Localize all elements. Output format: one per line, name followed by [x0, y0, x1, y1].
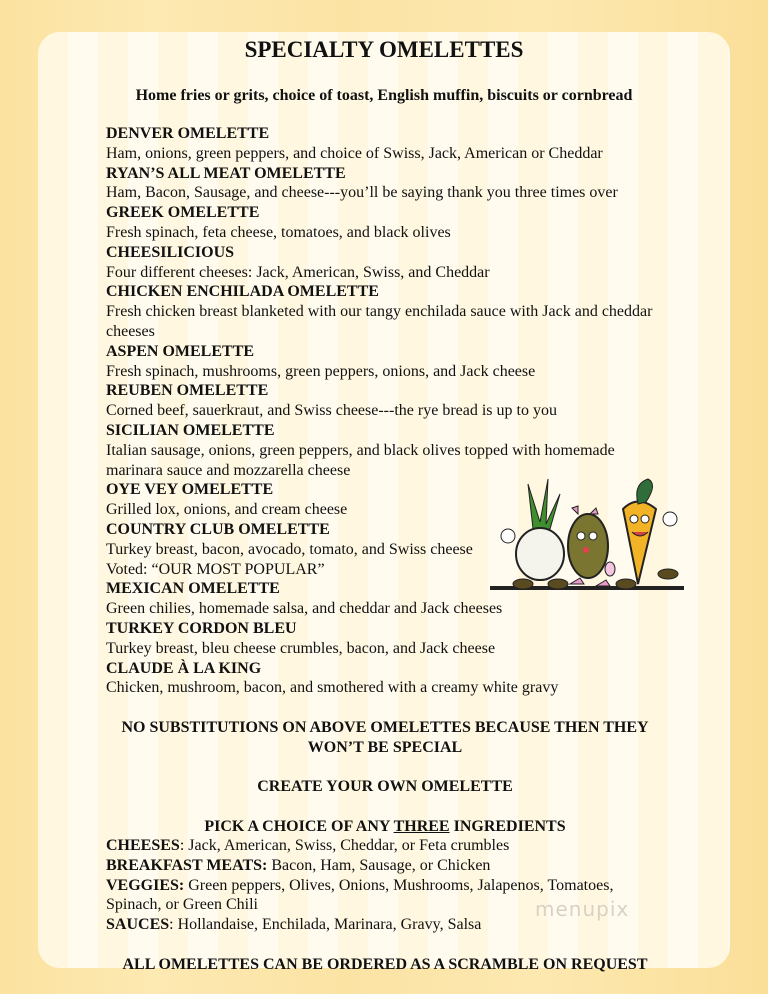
item-name: DENVER OMELETTE	[106, 125, 270, 142]
page-title: SPECIALTY OMELETTES	[244, 37, 524, 62]
menu-item	[106, 659, 654, 699]
menupix-watermark: menupix	[535, 897, 630, 921]
item-description: Four different cheeses: Jack, American, Swiss, and Cheddar	[106, 263, 490, 281]
item-name: SICILIAN OMELETTE	[106, 421, 275, 439]
item-name: TURKEY CORDON BLEU	[106, 619, 297, 637]
walking-vegetables-illustration	[488, 474, 688, 594]
item-description: Fresh spinach, mushrooms, green peppers, onions, and Jack cheese	[106, 362, 536, 380]
menu-item	[106, 381, 654, 421]
item-description: Turkey breast, bacon, avocado, tomato, and Swiss cheese	[106, 540, 473, 558]
item-description: Ham, Bacon, Sausage, and cheese---you’ll be saying thank you three times over	[106, 184, 618, 202]
menu-item	[106, 124, 654, 164]
item-name: RYAN’S ALL MEAT OMELETTE	[106, 164, 346, 182]
ingredient-row	[106, 856, 654, 876]
no-substitutions-note: NO SUBSTITUTIONS ON ABOVE OMELETTES BECAUSE THEN THEY WON’T BE SPECIAL	[121, 719, 649, 756]
pick-emphasis: THREE	[393, 818, 450, 835]
ingredient-options: Jack, American, Swiss, Cheddar, or Feta crumbles	[188, 837, 510, 854]
ingredient-options: Bacon, Ham, Sausage, or Chicken	[271, 856, 491, 874]
item-description: Turkey breast, bleu cheese crumbles, bacon, and Jack cheese	[106, 639, 496, 657]
ingredient-label: BREAKFAST MEATS:	[106, 856, 268, 874]
sides-subtitle: Home fries or grits, choice of toast, English muffin, biscuits or cornbread	[135, 87, 633, 104]
item-name: OYE VEY OMELETTE	[106, 481, 274, 499]
item-description: Fresh spinach, feta cheese, tomatoes, and black olives	[106, 223, 451, 241]
item-name: GREEK OMELETTE	[106, 204, 260, 222]
menu-item	[106, 282, 654, 341]
item-description: Corned beef, sauerkraut, and Swiss cheese---the rye bread is up to you	[106, 402, 557, 420]
ingredient-separator: :	[169, 916, 178, 934]
item-note: Voted: “OUR MOST POPULAR”	[106, 560, 325, 578]
menu-item	[106, 243, 654, 283]
pick-after: INGREDIENTS	[449, 818, 566, 835]
pick-before: PICK A CHOICE OF ANY	[204, 818, 394, 835]
ingredient-options: Green peppers, Olives, Onions, Mushrooms, Jalapenos, Tomatoes, Spinach, or Green Chili	[106, 876, 614, 914]
item-name: CLAUDE À LA KING	[106, 659, 262, 677]
item-name: COUNTRY CLUB OMELETTE	[106, 520, 330, 538]
menu-item	[106, 421, 654, 480]
ingredient-options: Hollandaise, Enchilada, Marinara, Gravy, Salsa	[177, 916, 482, 934]
ingredient-label: CHEESES	[106, 837, 180, 854]
item-description: Fresh chicken breast blanketed with our tangy enchilada sauce with Jack and cheddar cheeses	[106, 303, 653, 340]
item-name: REUBEN OMELETTE	[106, 382, 269, 400]
ingredient-label: SAUCES	[106, 916, 170, 934]
menu-item	[106, 619, 654, 659]
item-name: ASPEN OMELETTE	[106, 342, 255, 360]
ingredient-label: VEGGIES:	[106, 876, 185, 894]
menu-item	[106, 342, 654, 382]
item-name: MEXICAN OMELETTE	[106, 580, 280, 598]
item-name: CHEESILICIOUS	[106, 243, 235, 261]
ingredient-separator: :	[179, 837, 189, 854]
item-name: CHICKEN ENCHILADA OMELETTE	[106, 283, 379, 301]
omelette-list	[106, 124, 654, 698]
item-description: Italian sausage, onions, green peppers, and black olives topped with homemade marinara sauce and mozzarella cheese	[106, 441, 615, 479]
item-description: Chicken, mushroom, bacon, and smothered with a creamy white gravy	[106, 679, 559, 697]
item-description: Green chilies, homemade salsa, and cheddar and Jack cheeses	[106, 600, 503, 618]
ingredient-row	[106, 836, 654, 856]
menu-item	[106, 203, 654, 243]
pick-three-heading	[100, 817, 670, 837]
item-description: Ham, onions, green peppers, and choice of Swiss, Jack, American or Cheddar	[106, 144, 603, 162]
create-your-own-heading: CREATE YOUR OWN OMELETTE	[257, 778, 513, 795]
scramble-note: ALL OMELETTES CAN BE ORDERED AS A SCRAMBLE ON REQUEST	[122, 956, 648, 973]
item-description: Grilled lox, onions, and cream cheese	[106, 501, 348, 519]
menu-item	[106, 164, 654, 204]
